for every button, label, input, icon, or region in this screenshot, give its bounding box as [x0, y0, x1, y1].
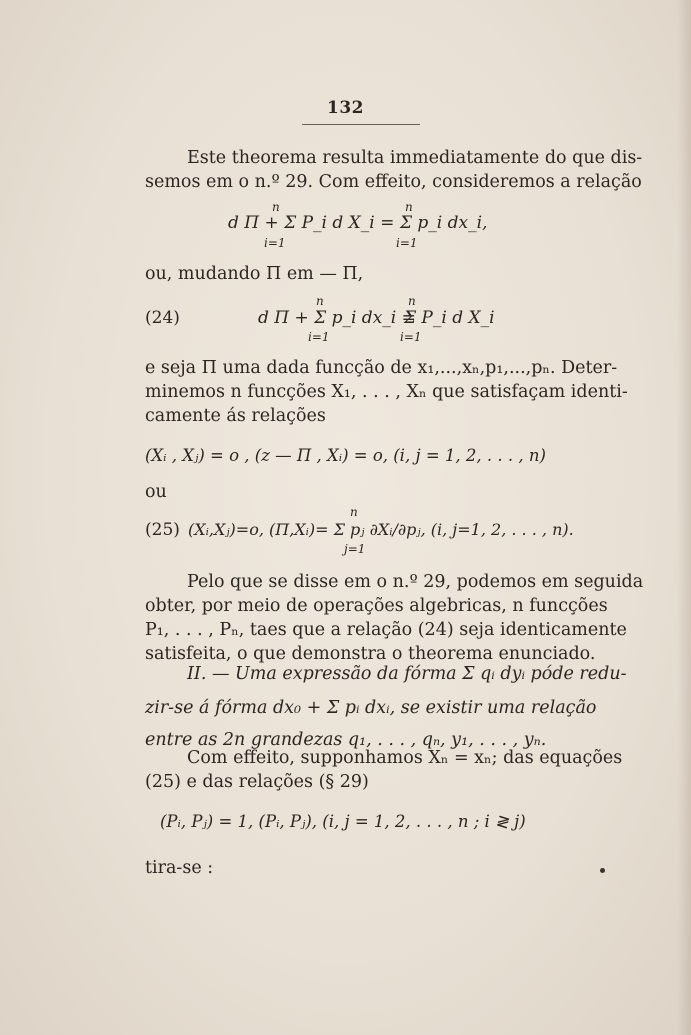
- text-ou-mudando: ou, mudando Π em — Π,: [145, 264, 364, 284]
- theorem-2-line-3: entre as 2n grandezas q₁, . . . , qₙ, y₁, . . . , yₙ.: [145, 730, 547, 750]
- paragraph-2-line-2: minemos n funcções X₁, . . . , Xₙ que satisfaçam identi-: [145, 382, 628, 402]
- equation-24-lower-limit-right: i=1: [400, 330, 422, 344]
- paragraph-3-line-4: satisfeita, o que demonstra o theorema enunciado.: [145, 644, 596, 664]
- paragraph-2-line-1: e seja Π uma dada funcção de x₁,...,xₙ,p₁,...,pₙ. Deter-: [145, 358, 618, 378]
- paragraph-4-line-2: (25) e das relações (§ 29): [145, 772, 369, 792]
- paragraph-3-line-3: P₁, . . . , Pₙ, taes que a relação (24) seja identicamente: [145, 620, 627, 640]
- page-number: 132: [327, 98, 364, 118]
- equation-25-body: (Xᵢ,Xⱼ)=o, (Π,Xᵢ)= Σ pⱼ ∂Xᵢ/∂pⱼ, (i, j=1, 2, . . . , n).: [188, 520, 574, 539]
- paragraph-2-line-3: camente ás relações: [145, 406, 326, 426]
- equation-24-lower-limit-left: i=1: [308, 330, 330, 344]
- equation-24-lhs: d Π + Σ p_i dx_i =: [258, 308, 416, 328]
- paragraph-3-line-2: obter, por meio de operações algebricas, n funcções: [145, 596, 608, 616]
- paragraph-1-line-1: Este theorema resulta immediatamente do que dis-: [187, 148, 643, 168]
- relation-1: (Xᵢ , Xⱼ) = o , (z — Π , Xᵢ) = o, (i, j = 1, 2, . . . , n): [145, 446, 546, 465]
- equation-1-upper-limit-left: n: [272, 200, 280, 214]
- paragraph-3-line-1: Pelo que se disse em o n.º 29, podemos em seguida: [187, 572, 644, 592]
- paragraph-1-line-2: semos em o n.º 29. Com effeito, consideremos a relação: [145, 172, 642, 192]
- text-ou: ou: [145, 482, 167, 502]
- relation-2: (Pᵢ, Pⱼ) = 1, (Pᵢ, Pⱼ), (i, j = 1, 2, . . . , n ; i ≷ j): [160, 812, 526, 831]
- equation-24-label: (24): [145, 308, 180, 328]
- equation-1-upper-limit-right: n: [405, 200, 413, 214]
- theorem-2-line-1: II. — Uma expressão da fórma Σ qᵢ dyᵢ póde redu-: [187, 664, 627, 684]
- paragraph-4-line-1: Com effeito, supponhamos Xₙ = xₙ; das equações: [187, 748, 623, 768]
- theorem-2-line-2: zir-se á fórma dx₀ + Σ pᵢ dxᵢ, se existir uma relação: [145, 698, 597, 718]
- closing-text: tira-se :: [145, 858, 214, 878]
- equation-24-rhs: Σ P_i d X_i: [404, 308, 495, 328]
- equation-25-upper-limit: n: [350, 505, 358, 519]
- equation-25-label: (25): [145, 520, 180, 540]
- equation-24-upper-limit-right: n: [408, 294, 416, 308]
- ink-speck: [600, 868, 605, 873]
- equation-1-rhs: Σ p_i dx_i,: [400, 213, 488, 233]
- page-edge-shadow: [677, 0, 691, 1035]
- equation-25-lower-limit: j=1: [344, 542, 366, 556]
- equation-1-lower-limit-left: i=1: [264, 236, 286, 250]
- header-rule: [302, 124, 420, 125]
- equation-24-upper-limit-left: n: [316, 294, 324, 308]
- equation-1-lhs: d Π + Σ P_i d X_i =: [228, 213, 395, 233]
- equation-1-lower-limit-right: i=1: [396, 236, 418, 250]
